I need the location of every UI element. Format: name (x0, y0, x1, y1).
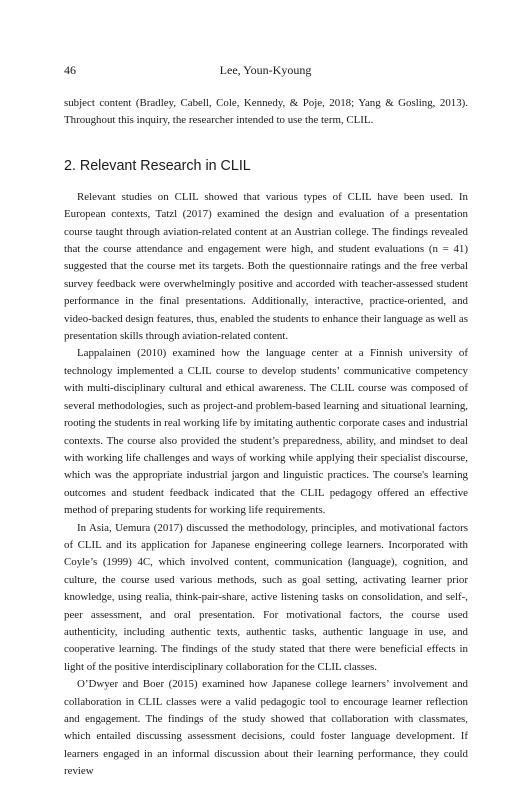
paragraph-tatzl: Relevant studies on CLIL showed that various types of CLIL have been used. In European contexts, Tatzl (2017) examined the design and evaluation of a presentation course taught through aviation-related content at an Austrian college. The findings revealed that the course attendance and engagement were high, and student evaluations (n = 41) suggested that the course met its targets. Both the questionnaire ratings and the free verbal survey feedback were overwhelmingly positive and accorded with teacher-assessed student performance in the final presentations. Additionally, interactive, practice-oriented, and video-backed design features, thus, enabled the students to enhance their language as well as presentation skills through aviation-related content. (64, 190, 468, 343)
intro-continuation-paragraph: subject content (Bradley, Cabell, Cole, Kennedy, & Poje, 2018; Yang & Gosling, 2013). Throughout this inquiry, the researcher intended to use the term, CLIL. (64, 97, 468, 127)
body-text (64, 95, 468, 781)
page-number: 46 (64, 63, 76, 77)
running-head: Lee, Youn-Kyoung (219, 63, 312, 77)
page-header (64, 62, 467, 78)
paragraph-uemura: In Asia, Uemura (2017) discussed the methodology, principles, and motivational factors of CLIL and its application for Japanese engineering college learners. Incorporated with Coyle’s (1999) 4C, which involved content, communication (language), cognition, and culture, the course used various methods, such as goal setting, activating learner prior knowledge, using realia, think-pair-share, active listening tasks on consolidation, and self-, peer assessment, and oral presentation. For motivational factors, the course used authenticity, including authentic texts, authentic tasks, authentic language in use, and cooperative learning. The findings of the study stated that there were beneficial effects in light of the positive interdisciplinary collaboration for the CLIL classes. (64, 521, 468, 673)
section-heading: 2. Relevant Research in CLIL (64, 157, 251, 174)
paragraph-lappalainen: Lappalainen (2010) examined how the language center at a Finnish university of technology implemented a CLIL course to develop students’ communicative competency with multi-disciplinary cultural and ethical awareness. The CLIL course was composed of several methodologies, such as project-and problem-based learning and situational learning, rooting the students in real working life by imitating authentic corporate cases and industrial contexts. The course also provided the student’s preparedness, ability, and mindset to deal with working life challenges and ways of working while applying their specialist discourse, which was the appropriate industrial jargon and linguistic practices. The course's learning outcomes and student feedback indicated that the CLIL pedagogy offered an effective method of preparing students for working life requirements. (64, 347, 468, 517)
paragraph-odwyer-boer: O’Dwyer and Boer (2015) examined how Japanese college learners’ involvement and collaboration in CLIL classes were a valid pedagogic tool to encourage learner reflection and engagement. The findings of the study showed that collaboration with classmates, which entailed discussing assessment decisions, could foster language development. If learners engaged in an informal discussion about their learning performance, they could review (64, 678, 468, 778)
